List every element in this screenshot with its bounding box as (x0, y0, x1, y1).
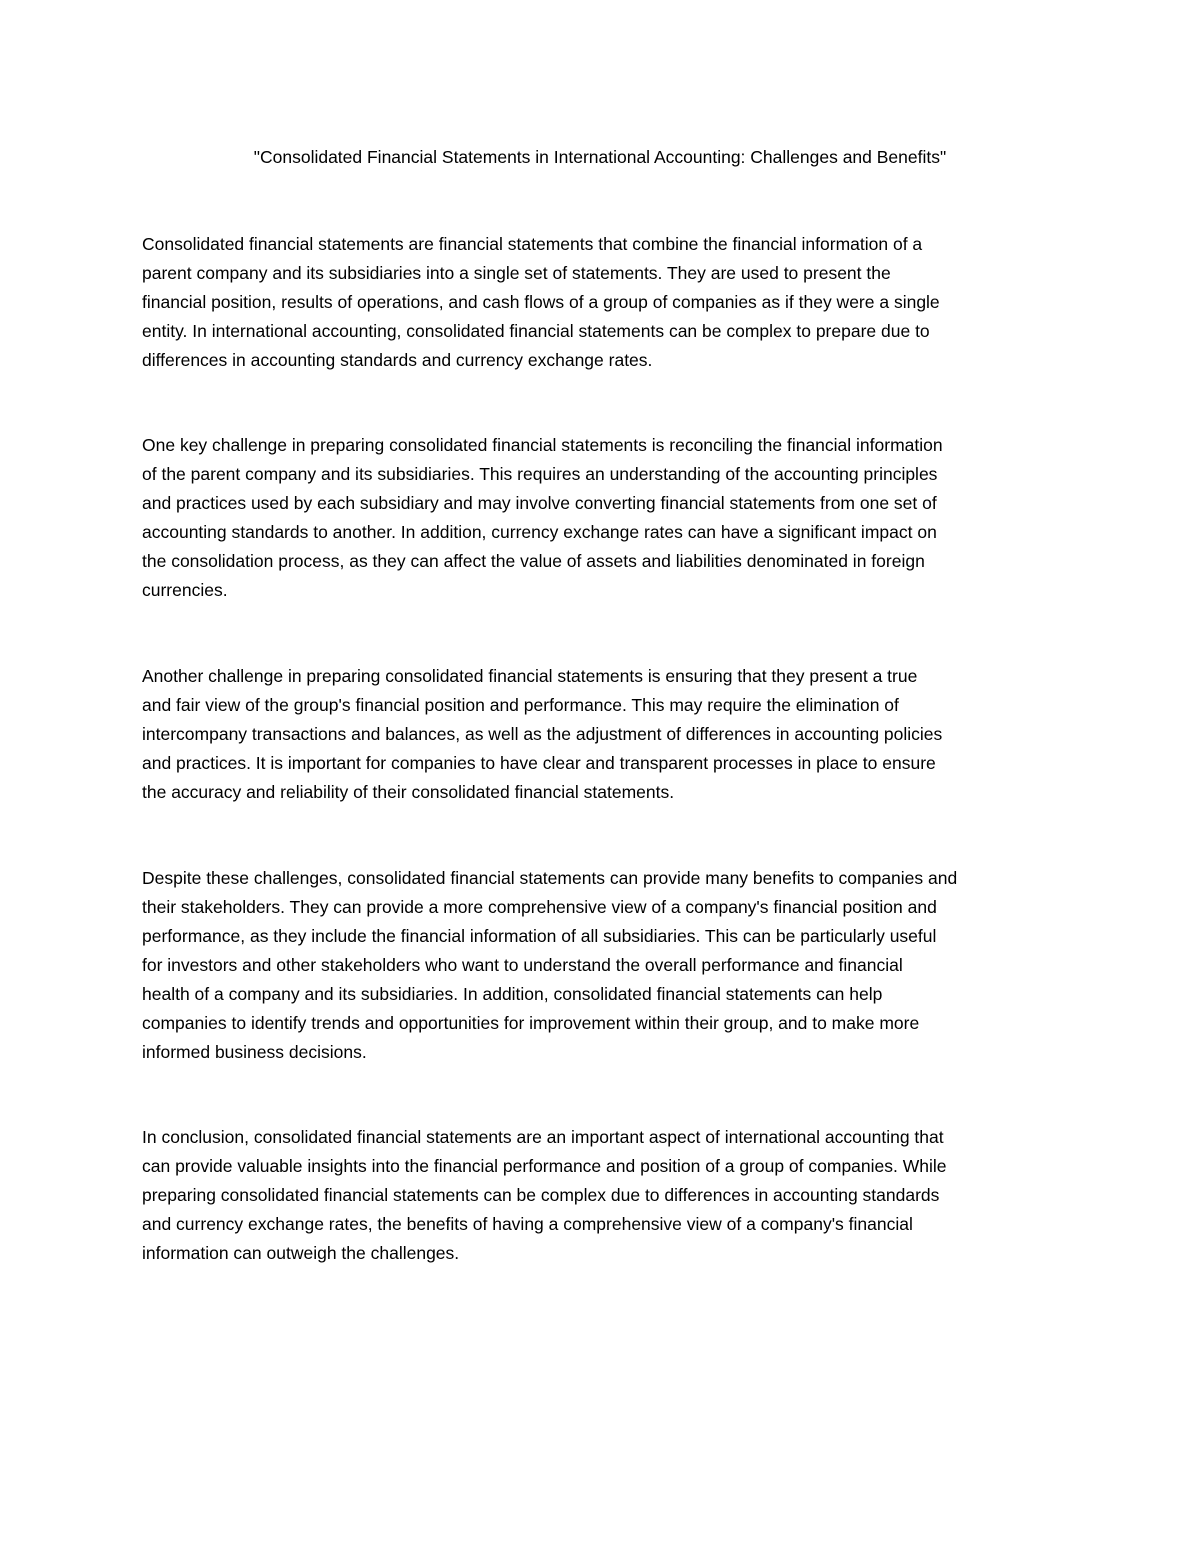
paragraph-line: information can outweigh the challenges. (142, 1243, 460, 1263)
paragraph-line: preparing consolidated financial statements can be complex due to differences in accounting standards (142, 1185, 940, 1205)
paragraph-introduction (142, 230, 1072, 375)
paragraph-line: informed business decisions. (142, 1042, 367, 1062)
paragraph-benefits (142, 864, 1072, 1067)
paragraph-line: for investors and other stakeholders who want to understand the overall performance and financial (142, 955, 903, 975)
paragraph-line: financial position, results of operations, and cash flows of a group of companies as if they were a single (142, 292, 940, 312)
paragraph-line: currencies. (142, 580, 228, 600)
paragraph-line: intercompany transactions and balances, as well as the adjustment of differences in accounting policies (142, 724, 943, 744)
paragraph-line: parent company and its subsidiaries into a single set of statements. They are used to present the (142, 263, 891, 283)
paragraph-line: the consolidation process, as they can affect the value of assets and liabilities denominated in foreign (142, 551, 925, 571)
paragraph-conclusion (142, 1123, 1072, 1268)
paragraph-true-fair-view (142, 662, 1072, 807)
document-title: "Consolidated Financial Statements in International Accounting: Challenges and Benefits" (253, 147, 947, 167)
paragraph-reconciling-challenge (142, 431, 1072, 605)
paragraph-line: and currency exchange rates, the benefits of having a comprehensive view of a company's financial (142, 1214, 913, 1234)
paragraph-line: Consolidated financial statements are financial statements that combine the financial information of a (142, 234, 923, 254)
paragraph-line: One key challenge in preparing consolidated financial statements is reconciling the financial information (142, 435, 943, 455)
paragraph-line: and fair view of the group's financial position and performance. This may require the elimination of (142, 695, 899, 715)
paragraph-line: accounting standards to another. In addition, currency exchange rates can have a significant impact on (142, 522, 937, 542)
paragraph-line: Another challenge in preparing consolidated financial statements is ensuring that they present a true (142, 666, 918, 686)
paragraph-line: their stakeholders. They can provide a more comprehensive view of a company's financial position and (142, 897, 937, 917)
paragraph-line: companies to identify trends and opportunities for improvement within their group, and to make more (142, 1013, 920, 1033)
paragraph-line: the accuracy and reliability of their consolidated financial statements. (142, 782, 675, 802)
paragraph-line: of the parent company and its subsidiaries. This requires an understanding of the accounting principles (142, 464, 938, 484)
paragraph-line: health of a company and its subsidiaries. In addition, consolidated financial statements can help (142, 984, 883, 1004)
paragraph-line: and practices used by each subsidiary and may involve converting financial statements from one set of (142, 493, 937, 513)
paragraph-line: In conclusion, consolidated financial statements are an important aspect of international accounting that (142, 1127, 944, 1147)
paragraph-line: can provide valuable insights into the financial performance and position of a group of companies. While (142, 1156, 947, 1176)
paragraph-line: entity. In international accounting, consolidated financial statements can be complex to prepare due to (142, 321, 930, 341)
paragraph-line: performance, as they include the financial information of all subsidiaries. This can be particularly useful (142, 926, 937, 946)
paragraph-line: and practices. It is important for companies to have clear and transparent processes in place to ensure (142, 753, 936, 773)
paragraph-line: Despite these challenges, consolidated financial statements can provide many benefits to companies and (142, 868, 958, 888)
paragraph-line: differences in accounting standards and currency exchange rates. (142, 350, 653, 370)
